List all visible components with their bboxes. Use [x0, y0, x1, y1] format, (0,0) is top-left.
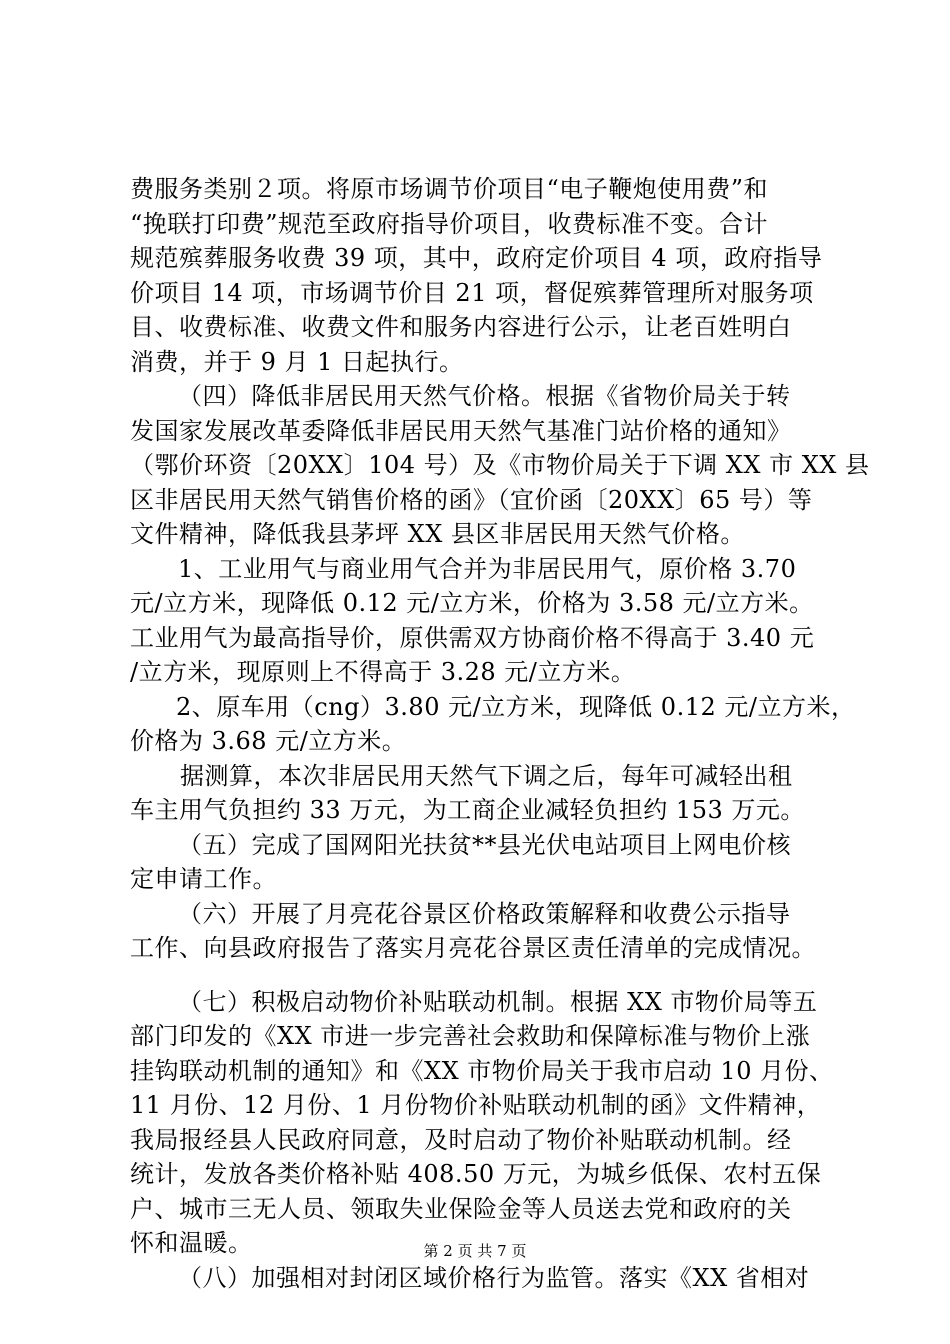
text-line: 统计，发放各类价格补贴 408.50 万元，为城乡低保、农村五保 [130, 1160, 822, 1188]
text-line: 目、收费标准、收费文件和服务内容进行公示，让老百姓明白 [130, 313, 792, 341]
text-line: 挂钩联动机制的通知》和《XX 市物价局关于我市启动 10 月份、 [130, 1057, 834, 1085]
text-line: 消费，并于 9 月 1 日起执行。 [130, 348, 464, 376]
text-line: 部门印发的《XX 市进一步完善社会救助和保障标准与物价上涨 [130, 1022, 811, 1050]
text-line: （四）降低非居民用天然气价格。根据《省物价局关于转 [178, 382, 791, 410]
text-line: （五）完成了国网阳光扶贫**县光伏电站项目上网电价核 [178, 831, 791, 859]
text-line: 我局报经县人民政府同意，及时启动了物价补贴联动机制。经 [130, 1126, 792, 1154]
text-line: 怀和温暖。 [130, 1229, 253, 1257]
text-line: 户、城市三无人员、领取失业保险金等人员送去党和政府的关 [130, 1195, 792, 1223]
text-line: 规范殡葬服务收费 39 项，其中，政府定价项目 4 项，政府指导 [130, 244, 823, 272]
text-line: 价格为 3.68 元/立方米。 [130, 727, 407, 755]
text-line: 费服务类别２项。将原市场调节价项目“电子鞭炮使用费”和 [130, 175, 769, 203]
text-line: 据测算，本次非居民用天然气下调之后，每年可减轻出租 [180, 762, 793, 790]
text-line: 车主用气负担约 33 万元，为工商企业减轻负担约 153 万元。 [130, 796, 805, 824]
text-line: （七）积极启动物价补贴联动机制。根据 XX 市物价局等五 [178, 988, 818, 1016]
text-line: /立方米，现原则上不得高于 3.28 元/立方米。 [130, 658, 636, 686]
text-line: “挽联打印费”规范至政府指导价项目，收费标准不变。合计 [130, 210, 769, 238]
text-line: （鄂价环资〔20XX〕104 号）及《市物价局关于下调 XX 市 XX 县 [130, 451, 870, 479]
text-line: 文件精神，降低我县茅坪 XX 县区非居民用天然气价格。 [130, 520, 745, 548]
text-line: 发国家发展改革委降低非居民用天然气基准门站价格的通知》 [130, 417, 792, 445]
text-line: 价项目 14 项，市场调节价目 21 项，督促殡葬管理所对服务项 [130, 279, 814, 307]
text-line: 11 月份、12 月份、1 月份物价补贴联动机制的函》文件精神， [130, 1091, 822, 1119]
text-line: 定申请工作。 [130, 865, 277, 893]
text-line: （八）加强相对封闭区域价格行为监管。落实《XX 省相对 [178, 1264, 810, 1292]
text-line: 1、工业用气与商业用气合并为非居民用气，原价格 3.70 [178, 555, 797, 583]
text-line: （六）开展了月亮花谷景区价格政策解释和收费公示指导 [178, 900, 791, 928]
text-line: 区非居民用天然气销售价格的函》（宜价函〔20XX〕65 号）等 [130, 486, 813, 514]
page-number-footer: 第 2 页 共 7 页 [423, 1242, 527, 1260]
text-line: 元/立方米，现降低 0.12 元/立方米，价格为 3.58 元/立方米。 [130, 589, 814, 617]
text-line: 工业用气为最高指导价，原供需双方协商价格不得高于 3.40 元 [130, 624, 815, 652]
text-line: 2、原车用（cng）3.80 元/立方米，现降低 0.12 元/立方米， [176, 693, 856, 721]
text-line: 工作、向县政府报告了落实月亮花谷景区责任清单的完成情况。 [130, 934, 816, 962]
